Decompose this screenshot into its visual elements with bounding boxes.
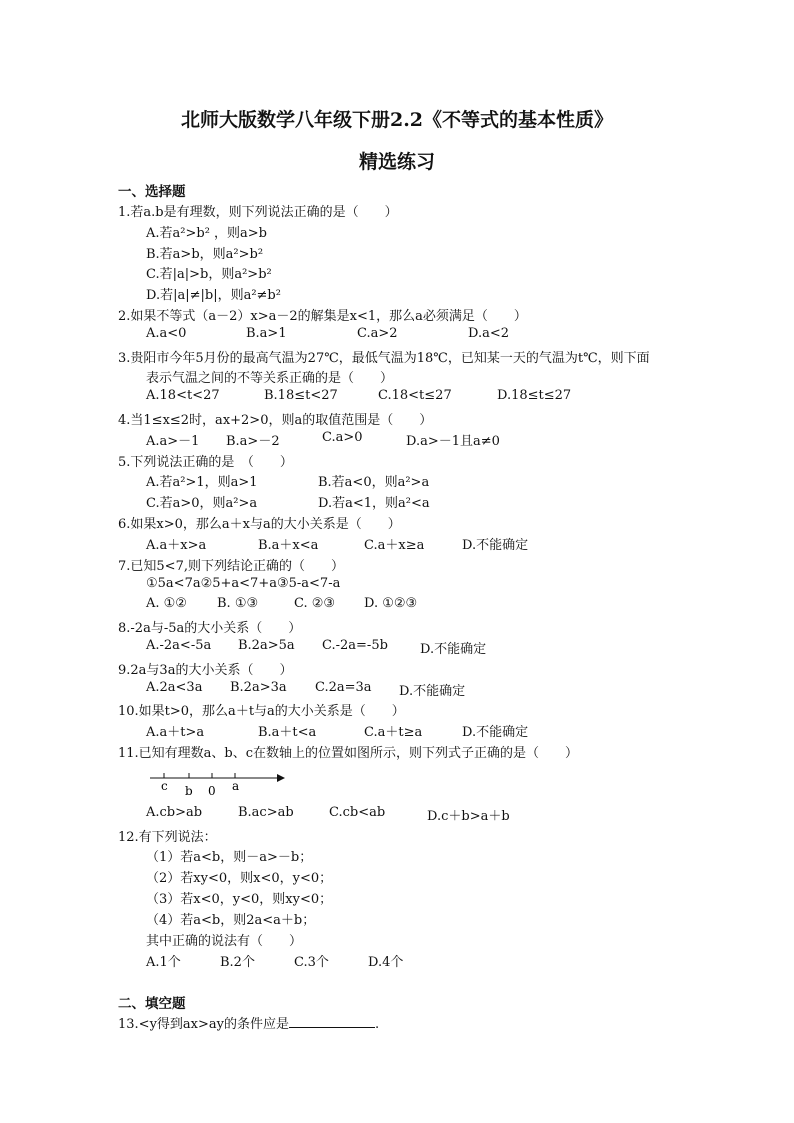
q12-option-d: D.4个: [368, 955, 404, 970]
q6-option-c: C.a＋x≥a: [364, 538, 425, 553]
q7-option-a: A. ①②: [146, 596, 187, 611]
question-4: 4.当1≤x≤2时，ax+2>0，则a的取值范围是（ ）: [118, 413, 433, 428]
question-10: 10.如果t>0，那么a＋t与a的大小关系是（ ）: [118, 704, 405, 719]
q11-option-d: D.c＋b>a＋b: [427, 809, 510, 824]
label-a: a: [232, 779, 240, 793]
q9-option-d: D.不能确定: [399, 684, 466, 699]
label-b: b: [185, 784, 193, 798]
q2-option-a: A.a<0: [146, 326, 187, 341]
section-fill: 二、填空题: [118, 996, 186, 1012]
label-zero: 0: [208, 784, 216, 798]
q10-option-a: A.a＋t>a: [146, 725, 205, 740]
q9-option-b: B.2a>3a: [230, 680, 287, 695]
q7-option-b: B. ①③: [217, 596, 259, 611]
question-8: 8.-2a与-5a的大小关系（ ）: [118, 621, 302, 636]
q1-option-c: C.若|a|>b，则a²>b²: [146, 267, 272, 282]
q12-item-1: （1）若a<b，则－a>－b；: [146, 850, 313, 865]
arrow-icon: [277, 774, 285, 782]
q10-option-c: C.a＋t≥a: [364, 725, 423, 740]
q6-option-b: B.a＋x<a: [258, 538, 319, 553]
q8-option-b: B.2a>5a: [238, 638, 295, 653]
q12-option-a: A.1个: [146, 955, 181, 970]
question-13: [118, 1013, 379, 1032]
page-title: 北师大版数学八年级下册2.2《不等式的基本性质》: [180, 109, 614, 131]
q4-option-d: D.a>－1且a≠0: [406, 434, 500, 449]
q4-option-a: A.a>－1: [146, 434, 200, 449]
q9-option-c: C.2a=3a: [315, 680, 372, 695]
q13-stem: 13.<y得到ax>ay的条件应是: [118, 1017, 289, 1032]
q2-option-c: C.a>2: [357, 326, 398, 341]
q4-option-b: B.a>－2: [226, 434, 280, 449]
question-11: 11.已知有理数a、b、c在数轴上的位置如图所示，则下列式子正确的是（ ）: [118, 746, 579, 761]
q3-option-d: D.18≤t≤27: [497, 388, 572, 403]
label-c: c: [161, 779, 168, 793]
number-line: [150, 769, 285, 799]
question-3: 3.贵阳市今年5月份的最高气温为27℃，最低气温为18℃，已知某一天的气温为t℃，则下面: [118, 351, 650, 366]
q7-option-d: D. ①②③: [364, 596, 418, 611]
q11-option-a: A.cb>ab: [146, 805, 203, 820]
q3-option-b: B.18≤t<27: [264, 388, 338, 403]
question-1: 1.若a.b是有理数，则下列说法正确的是（ ）: [118, 205, 398, 220]
question-7: 7.已知5<7,则下列结论正确的（ ）: [118, 559, 344, 574]
answer-blank[interactable]: [289, 1015, 375, 1028]
q6-option-a: A.a＋x>a: [146, 538, 207, 553]
q5-option-c: C.若a>0，则a²>a: [146, 496, 258, 511]
question-5: 5.下列说法正确的是 （ ）: [118, 455, 293, 470]
section-choice: 一、选择题: [118, 184, 186, 200]
question-12: 12.有下列说法：: [118, 830, 217, 845]
q12-ask: 其中正确的说法有（ ）: [146, 934, 303, 949]
q7-statements: ①5a<7a②5+a<7+a③5-a<7-a: [146, 576, 341, 591]
q7-option-c: C. ②③: [294, 596, 336, 611]
q5-option-a: A.若a²>1，则a>1: [146, 475, 258, 490]
q8-option-d: D.不能确定: [420, 642, 487, 657]
q1-option-a: A.若a²>b² ，则a>b: [146, 226, 268, 241]
q1-option-d: D.若|a|≠|b|，则a²≠b²: [146, 288, 281, 303]
q12-item-4: （4）若a<b，则2a<a＋b；: [146, 913, 316, 928]
q4-option-c: C.a>0: [322, 430, 363, 445]
q1-option-b: B.若a>b，则a²>b²: [146, 247, 264, 262]
q9-option-a: A.2a<3a: [146, 680, 203, 695]
q3-option-a: A.18<t<27: [146, 388, 220, 403]
q5-option-b: B.若a<0，则a²>a: [318, 475, 430, 490]
q2-option-d: D.a<2: [468, 326, 510, 341]
q13-end: .: [374, 1017, 380, 1032]
question-6: 6.如果x>0，那么a＋x与a的大小关系是（ ）: [118, 517, 401, 532]
q5-option-d: D.若a<1，则a²<a: [318, 496, 430, 511]
question-9: 9.2a与3a的大小关系（ ）: [118, 663, 293, 678]
question-3-cont: 表示气温之间的不等关系正确的是（ ）: [146, 371, 394, 386]
q12-option-b: B.2个: [220, 955, 255, 970]
page-subtitle: 精选练习: [358, 151, 435, 173]
q6-option-d: D.不能确定: [462, 538, 529, 553]
q3-option-c: C.18<t≤27: [378, 388, 452, 403]
q8-option-c: C.-2a=-5b: [322, 638, 388, 653]
question-2: 2.如果不等式（a－2）x>a－2的解集是x<1，那么a必须满足（ ）: [118, 309, 527, 324]
q2-option-b: B.a>1: [246, 326, 287, 341]
q12-item-2: （2）若xy<0，则x<0，y<0；: [146, 871, 333, 886]
q11-option-c: C.cb<ab: [329, 805, 386, 820]
q12-item-3: （3）若x<0，y<0，则xy<0；: [146, 892, 333, 907]
q10-option-b: B.a＋t<a: [258, 725, 317, 740]
q10-option-d: D.不能确定: [462, 725, 529, 740]
q8-option-a: A.-2a<-5a: [146, 638, 212, 653]
q12-option-c: C.3个: [294, 955, 329, 970]
q11-option-b: B.ac>ab: [238, 805, 294, 820]
